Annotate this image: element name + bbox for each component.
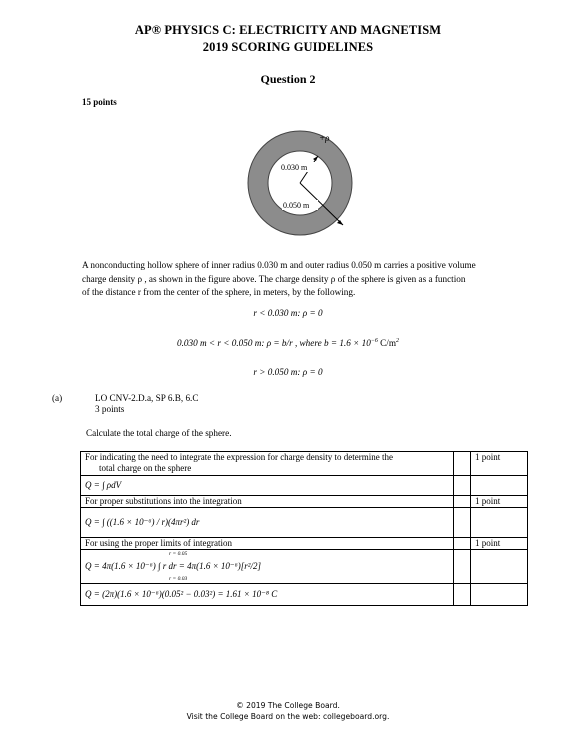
integral-lower-limit: r = 0.03 [169,576,188,582]
footer-copyright: © 2019 The College Board. [236,701,340,710]
work-cell: Q = ∫ ρdV [81,476,454,496]
part-a-points: 3 points [95,404,125,414]
part-a-lo: LO CNV-2.D.a, SP 6.B, 6.C [95,393,199,403]
work-cell: Q = ∫ ((1.6 × 10⁻⁶) / r)(4πr²) dr [81,508,454,538]
intro-line2: charge density ρ , as shown in the figure above. The charge density ρ of the sphere is given as a function [82,273,466,284]
table-row [81,452,528,476]
equation-region-3: r > 0.050 m: ρ = 0 [253,367,323,377]
points-cell: 1 point [471,496,528,508]
spacer-cell [454,538,471,550]
table-row [81,538,528,550]
work-text: Q = 4π(1.6 × 10⁻⁶) ∫ r dr = 4π(1.6 × 10⁻⁶)[r²/2] [85,561,261,571]
points-cell-empty [471,584,528,606]
footer [0,700,576,722]
intro-line1: A nonconducting hollow sphere of inner radius 0.030 m and outer radius 0.050 m carries a positive volume [82,260,476,270]
spacer-cell [454,508,471,538]
table-row [81,584,528,606]
question-title: Question 2 [260,72,316,86]
part-a-prompt: Calculate the total charge of the sphere. [86,428,232,438]
equation-region-2-unit-exp: 2 [396,338,399,344]
intro-paragraph [82,259,542,300]
points-cell: 1 point [471,452,528,476]
spacer-cell [454,496,471,508]
hollow-sphere-figure [238,124,368,236]
points-cell: 1 point [471,538,528,550]
inner-radius-label: 0.030 m [281,163,308,172]
points-cell-empty [471,508,528,538]
result-cell: Q = (2π)(1.6 × 10⁻⁶)(0.05² − 0.03²) = 1.61 × 10⁻⁸ C [81,584,454,606]
scoring-table [80,451,528,606]
equation-region-2-main: 0.030 m < r < 0.050 m: ρ = b/r , where b = 1.6 × 10 [177,338,371,349]
spacer-cell [454,476,471,496]
table-row [81,476,528,496]
points-cell-empty [471,476,528,496]
equation-region-2-exp: −6 [370,338,378,344]
criterion-text: For indicating the need to integrate the expression for charge density to determine the [85,452,393,462]
equation-region-2-unit: C/m [377,338,396,349]
spacer-cell [454,452,471,476]
table-row [81,496,528,508]
criterion-text-cont: total charge on the sphere [99,463,192,473]
question-points: 15 points [82,97,117,107]
footer-website: Visit the College Board on the web: collegeboard.org. [186,712,390,721]
rho-label: +ρ [319,133,330,143]
outer-arrow-head [337,220,343,225]
equation-region-1: r < 0.030 m: ρ = 0 [253,308,323,318]
table-row [81,550,528,584]
header-title-line2: 2019 SCORING GUIDELINES [202,40,374,54]
points-cell-empty [471,550,528,584]
integral-upper-limit: r = 0.05 [169,551,188,557]
spacer-cell [454,584,471,606]
header-title-line1: AP® PHYSICS C: ELECTRICITY AND MAGNETISM [134,23,442,37]
part-a-label: (a) [52,393,63,403]
outer-radius-label: 0.050 m [283,201,310,210]
table-row [81,508,528,538]
work-cell [81,550,454,584]
intro-line3: of the distance r from the center of the sphere, in meters, by the following. [82,287,356,297]
equation-region-2 [0,338,576,348]
criterion-cell [81,452,454,476]
criterion-cell: For using the proper limits of integration [81,538,454,550]
spacer-cell [454,550,471,584]
criterion-cell: For proper substitutions into the integration [81,496,454,508]
